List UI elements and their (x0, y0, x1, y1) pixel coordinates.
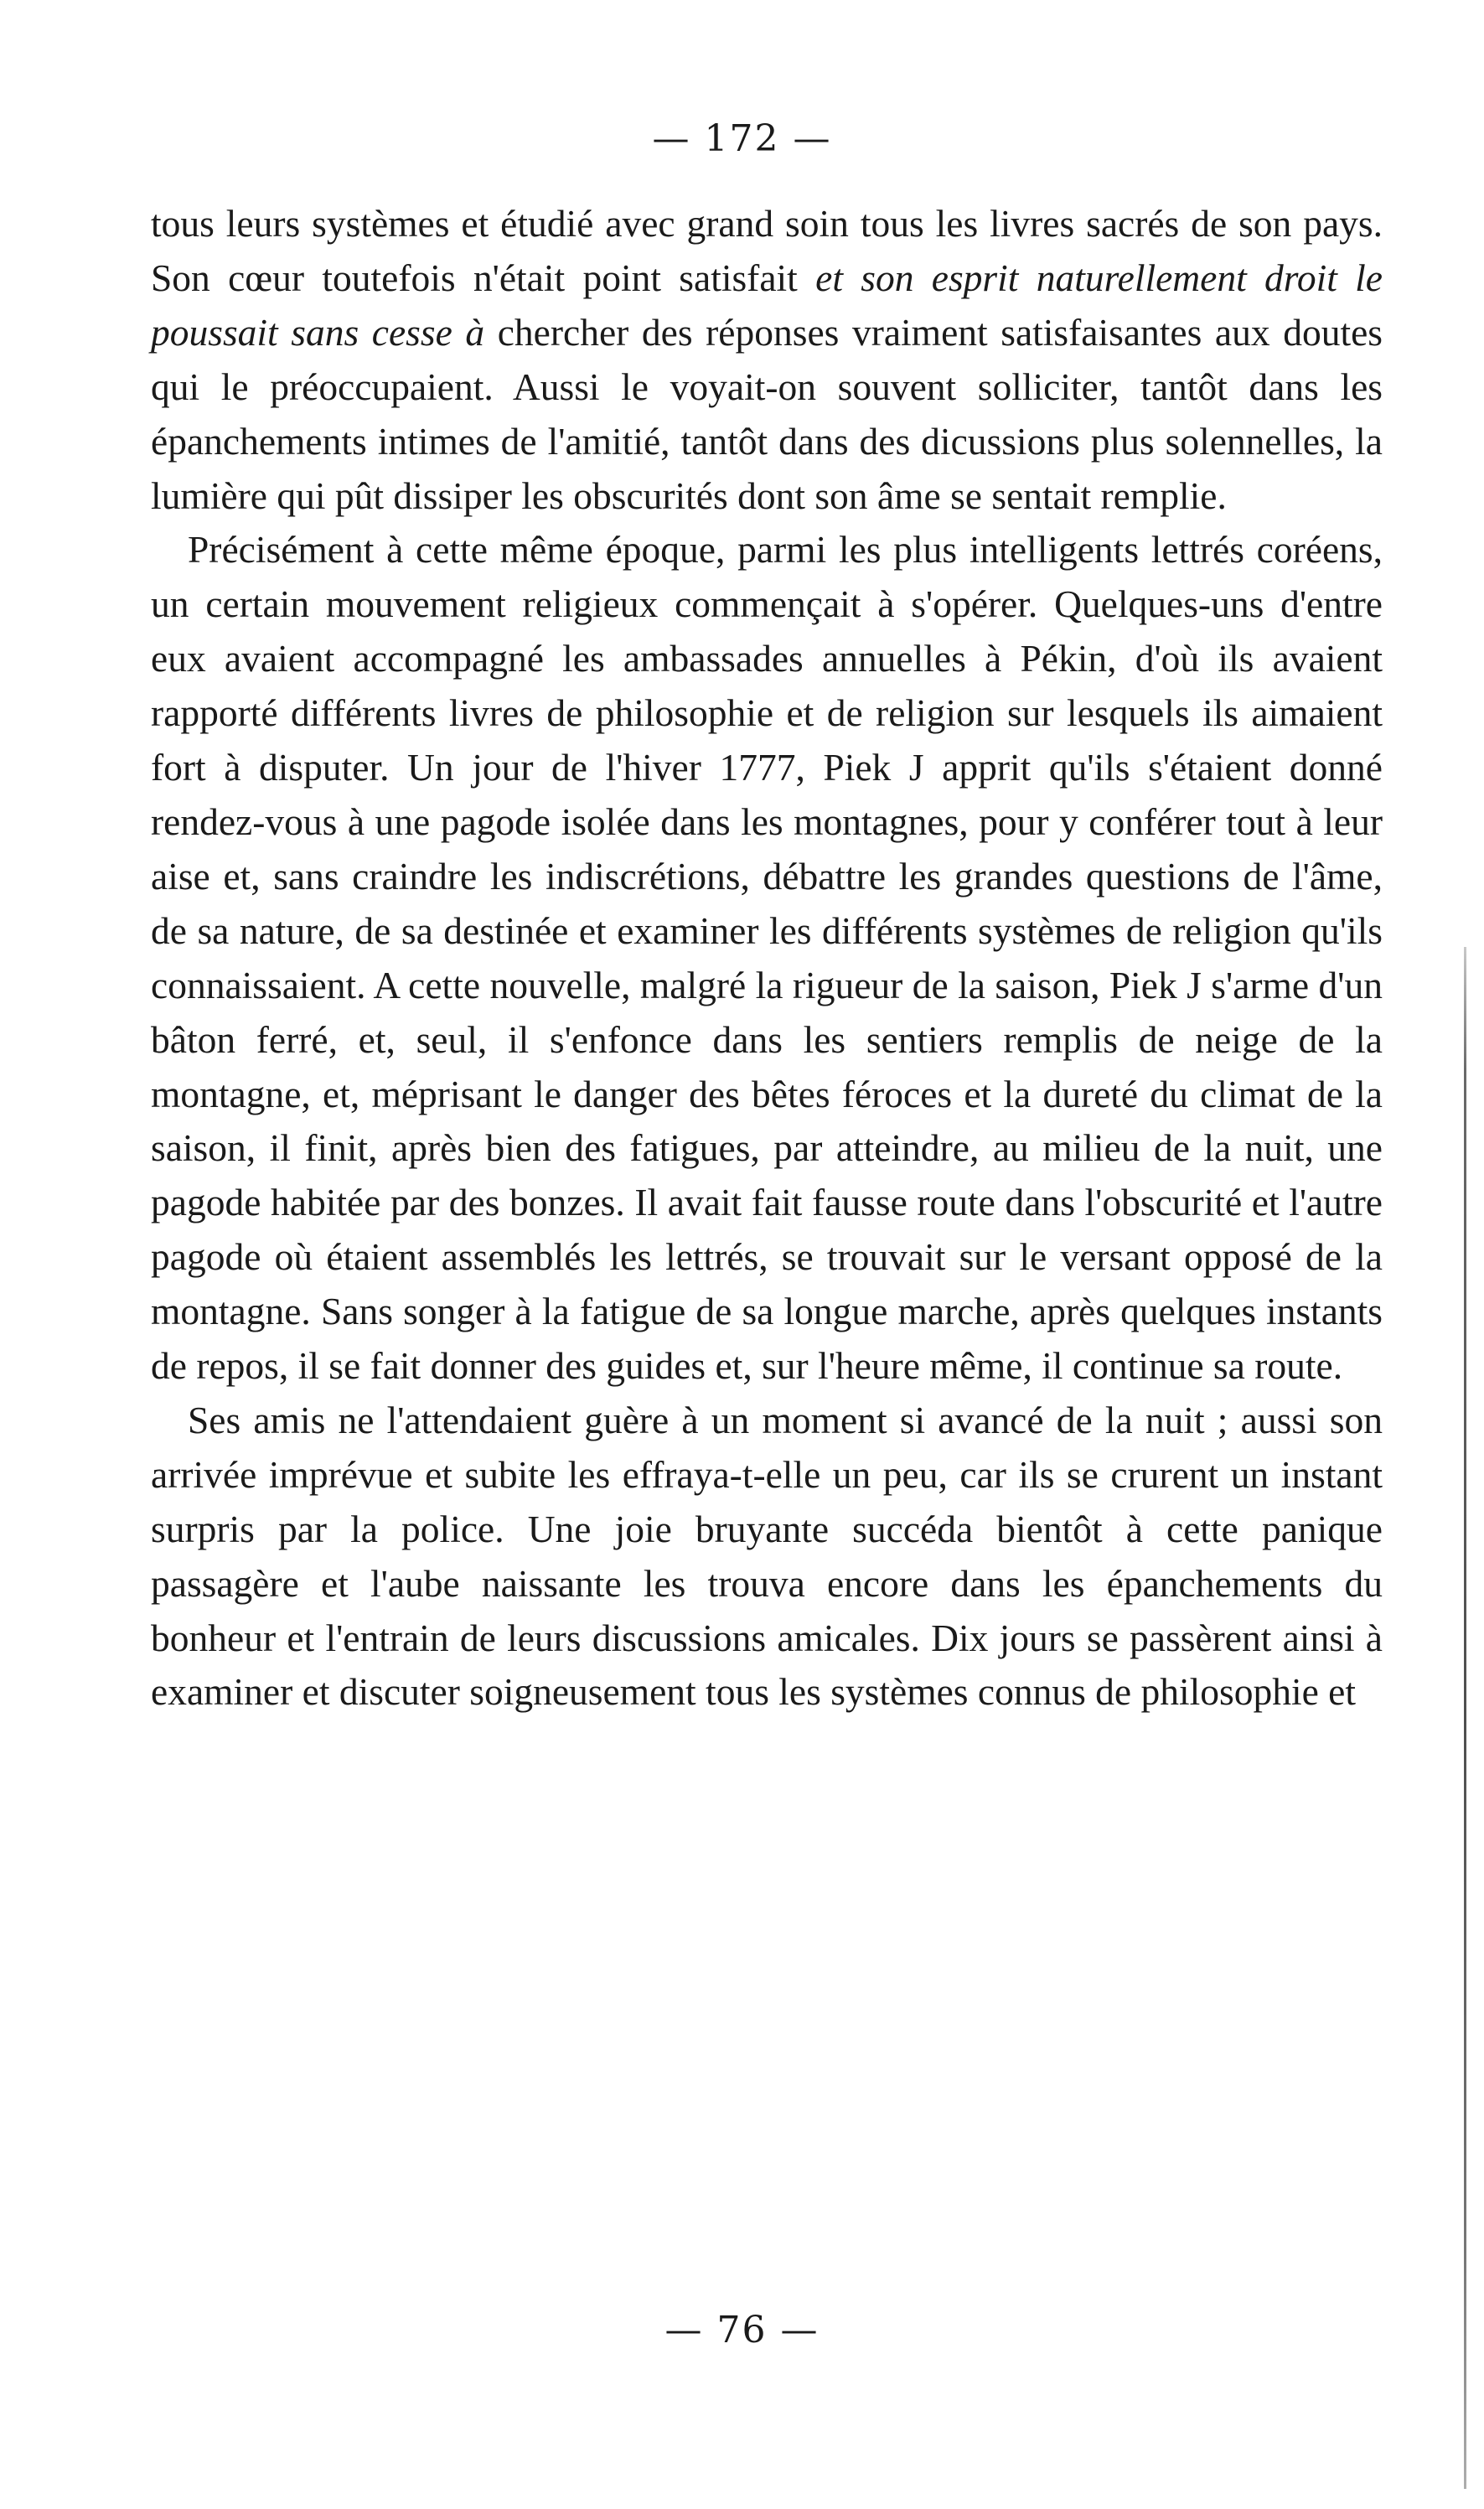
body-text (151, 197, 1383, 1720)
paragraph-1-end: chercher des réponses vraiment satisfaisantes aux doutes qui le préoccupaient. Aussi le voyait-on souvent solliciter, tantôt dans les épanchements intimes de l'amitié, tantôt dans des dicussions plus solennelles, la lumière qui pût dissiper les obscurités dont son âme se sentait remplie. (151, 310, 1383, 517)
page-number-top: — 172 — (652, 117, 832, 160)
paragraph-1-start: tous leurs systèmes et étudié avec grand soin tous les livres sacrés de son pays. Son cœur toutefois n'était point satisfait (151, 202, 1383, 299)
scan-edge-line (1464, 947, 1466, 2489)
page-number-bottom: — 76 — (664, 2309, 820, 2351)
paragraph-2: Précisément à cette même époque, parmi les plus intelligents lettrés coréens, un certain mouvement religieux commençait à s'opérer. Quelques-uns d'entre eux avaient accompagné les ambassades annuelles à Pékin, d'où ils avaient rapporté différents livres de philosophie et de religion sur lesquels ils aimaient fort à disputer. Un jour de l'hiver 1777, Piek J apprit qu'ils s'étaient donné rendez-vous à une pagode isolée dans les montagnes, pour y conférer tout à leur aise et, sans craindre les indiscrétions, débattre les grandes questions de l'âme, de sa nature, de sa destinée et examiner les différents systèmes de religion qu'ils connaissaient. A cette nouvelle, malgré la rigueur de la saison, Piek J s'arme d'un bâton ferré, et, seul, il s'enfonce dans les sentiers remplis de neige de la montagne, et, méprisant le danger des bêtes féroces et la dureté du climat de la saison, il finit, après bien des fatigues, par atteindre, au milieu de la nuit, une pagode habitée par des bonzes. Il avait fait fausse route dans l'obscurité et l'autre pagode où étaient assemblés les lettrés, se trouvait sur le versant opposé de la montagne. Sans songer à la fatigue de sa longue marche, après quelques instants de repos, il se fait donner des guides et, sur l'heure même, il continue sa route. (151, 528, 1383, 1388)
paragraph-3: Ses amis ne l'attendaient guère à un moment si avancé de la nuit ; aussi son arrivée imprévue et subite les effraya-t-elle un peu, car ils se crurent un instant surpris par la police. Une joie bruyante succéda bientôt à cette panique passagère et l'aube naissante les trouva encore dans les épanchements du bonheur et l'entrain de leurs discussions amicales. Dix jours se passèrent ainsi à examiner et discuter soigneusement tous les systèmes connus de philosophie et (151, 1398, 1383, 1714)
paragraph-1 (151, 197, 1383, 523)
paragraph-1-italic: et son esprit naturellement droit le poussait sans cesse à (151, 256, 1383, 354)
